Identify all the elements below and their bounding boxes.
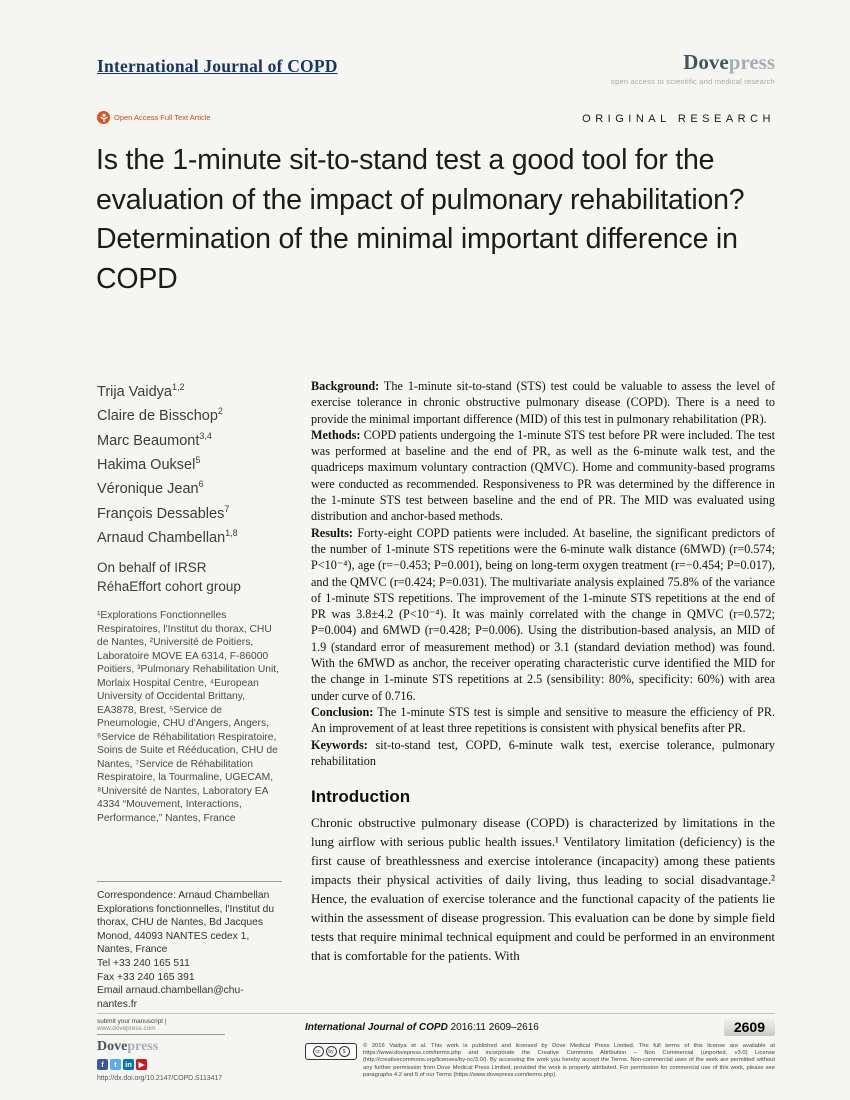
abstract-results-text: Forty-eight COPD patients were included. At baseline, the significant predictors of the number of 1-minute STS repetitions were the 6-minute walk distance (6MWD) (r=0.574; P<10⁻⁴), age (r=−0.453; P=0.001), being on long-term oxygen treatment (r=−0.454; P=0.017), and the QMVC (r=0.424; P=0.031). The multivariate analysis explained 75.8% of the variance of 1-minute STS repetitions. The improvement of the 1-minute STS repetitions at the end of PR was 3.8±4.2 (P<10⁻⁴). It was mainly correlated with the change in QMVC (r=0.572; P=0.004) and 6MWD (r=0.428; P=0.006). Using the distribution-based analysis, an MID of 1.9 (standard error of measurement method) or 3.1 (standard deviation method) was found. With the 6MWD as anchor, the receiver operating characteristic curve identified the MID for the change in 1-minute STS repetitions at 2.5 (sensibility: 80%, specificity: 60%) with area under curve of 0.716. (311, 525, 775, 703)
creative-commons-badge (305, 1043, 357, 1060)
submit-manuscript-label: submit your manuscript (97, 1018, 164, 1025)
twitter-icon[interactable]: t (110, 1059, 121, 1070)
author (97, 427, 287, 451)
authors-list (97, 378, 287, 548)
introduction-text: Chronic obstructive pulmonary disease (COPD) is characterized by limitations in the lung airflow with serious public health issues.¹ Ventilatory limitation (deficiency) is the first cause of breathlessness and exercise intolerance (incapacity) among these patients impacts their physical activities of daily living, thus leading to social disadvantage.² Hence, the evaluation of exercise tolerance and the functional capacity of the patients lie within the assessment of disease progression. This evaluation can be done by simple field tests that require minimal technical equipment and could be performed in an environment that is comfortable for the patients. With (311, 816, 775, 964)
affiliations-block: ¹Explorations Fonctionnelles Respiratoires, l'Institut du thorax, CHU de Nantes, ²Université de Poitiers, Laboratoire MOVE EA 6314, F-86000 Poitiers, ³Pulmonary Rehabilitation Unit, Morlaix Hospital Centre, ⁴European University of Occidental Brittany, EA3878, Brest, ⁵Service de Pneumologie, CHU d'Angers, Angers, ⁶Service de Réhabilitation Respiratoire, Soins de Suite et Rééducation, CHU de Nantes, ⁷Service de Réhabilitation Respiratoire, la Tourmaline, UGECAM, ⁸Université de Nantes, Laboratory EA 4334 “Mouvement, Interactions, Performance,” Nantes, France (97, 610, 279, 824)
open-access-label: Open Access Full Text Article (114, 113, 211, 122)
correspondence-block (97, 881, 282, 1011)
author-name: Trija Vaidya (97, 383, 172, 400)
correspondence-email-link[interactable]: Email arnaud.chambellan@chu-nantes.fr (97, 985, 244, 1010)
cc-by-icon: by (326, 1046, 337, 1057)
publisher-bold: Dove (97, 1039, 128, 1054)
footer-left (97, 1018, 247, 1082)
abstract-results-label: Results: (311, 525, 353, 540)
abstract-background-text: The 1-minute sit-to-stand (STS) test could be valuable to assess the level of exercise tolerance in chronic obstructive pulmonary disease (COPD). There is a need to provide the minimal important difference (MID) of this test in pulmonary rehabilitation (PR). (311, 379, 776, 426)
publisher-logo[interactable] (611, 50, 775, 86)
correspondence-fax: Fax +33 240 165 391 (97, 971, 195, 983)
abstract (311, 378, 775, 769)
author-affiliation-sup: 5 (195, 454, 201, 465)
linkedin-icon[interactable]: in (123, 1059, 134, 1070)
author-name: Véronique Jean (97, 481, 199, 498)
on-behalf-note: On behalf of IRSR RéhaEffort cohort group (97, 560, 241, 594)
author (97, 500, 287, 524)
author-affiliation-sup: 1,8 (225, 527, 238, 538)
citation-row (305, 1018, 775, 1036)
publisher-light: press (728, 50, 775, 74)
citation-detail: 2016:11 2609–2616 (450, 1021, 539, 1033)
open-access-row[interactable] (97, 111, 211, 124)
author-affiliation-sup: 7 (224, 503, 230, 514)
author (97, 451, 287, 475)
author-affiliation-sup: 2 (217, 406, 223, 417)
open-access-icon (97, 111, 110, 124)
doi-link[interactable]: http://dx.doi.org/10.2147/COPD.S113417 (97, 1075, 223, 1082)
author (97, 378, 287, 402)
main-column (311, 378, 775, 1018)
introduction-heading: Introduction (311, 787, 411, 807)
footer-publisher-logo[interactable] (97, 1039, 247, 1055)
abstract-background-label: Background: (311, 379, 380, 393)
facebook-icon[interactable]: f (97, 1059, 108, 1070)
footer-divider (97, 1013, 775, 1014)
author-name: Arnaud Chambellan (97, 529, 226, 546)
license-row (305, 1043, 775, 1079)
social-icons-row (97, 1059, 247, 1070)
cc-nc-icon: $ (339, 1046, 350, 1057)
footer-right (305, 1018, 775, 1079)
abstract-methods (311, 427, 775, 525)
correspondence-name: Correspondence: Arnaud Chambellan (97, 890, 270, 901)
author-name: François Dessables (97, 505, 225, 522)
abstract-keywords-text: sit-to-stand test, COPD, 6-minute walk test, exercise tolerance, pulmonary rehabilitation (311, 737, 776, 768)
author-name: Claire de Bisschop (97, 408, 218, 425)
journal-name-link[interactable]: International Journal of COPD (97, 56, 338, 76)
page-number-badge: 2609 (724, 1018, 775, 1036)
author-affiliation-sup: 1,2 (171, 382, 185, 392)
citation-journal: International Journal of COPD (305, 1021, 448, 1033)
left-sidebar (97, 378, 287, 1018)
author-affiliation-sup: 3,4 (199, 430, 212, 441)
publisher-bold: Dove (683, 50, 729, 74)
content-columns (97, 378, 775, 1018)
author (97, 524, 287, 548)
cc-icon: cc (313, 1046, 324, 1057)
correspondence-tel: Tel +33 240 165 511 (97, 957, 190, 969)
publisher-light: press (127, 1039, 159, 1054)
abstract-conclusion-text: The 1-minute STS test is simple and sensitive to measure the efficiency of PR. An improvement of at least three repetitions is consistent with physical benefits after PR. (311, 704, 775, 736)
abstract-methods-text: COPD patients undergoing the 1-minute STS test before PR were included. The test was performed at baseline and the end of PR, as well as the 6-minute walk test, and the quadriceps maximum voluntary contraction (QMVC). Home and community-based programs were conducted as recommended. Responsiveness to PR was determined by the difference in the 1-minute STS test between baseline and the end of PR. The MID was evaluated using distribution and anchor-based methods. (311, 427, 776, 524)
license-text: © 2016 Vaidya et al. This work is published and licensed by Dove Medical Press Limited. The full terms of this license are available at https://www.dovepress.com/terms.php and incorporate the Creative Commons Attribution – Non Commercial (unported, v3.0) License (http://creativecommons.org/licenses/by-nc/3.0/). By accessing the work you hereby accept the Terms. Non-commercial uses of the work are permitted without any further permission from Dove Medical Press Limited, provided the work is properly attributed. For permission for commercial use of this work, please see paragraphs 4.2 and 5 of our Terms (https://www.dovepress.com/terms.php). (363, 1043, 775, 1078)
dovepress-site-link[interactable]: www.dovepress.com (97, 1025, 156, 1032)
publisher-tagline: open access to scientific and medical research (610, 77, 775, 86)
youtube-icon[interactable]: ▶ (136, 1059, 147, 1070)
abstract-background (311, 378, 775, 427)
correspondence-address: Explorations fonctionnelles, l'Institut du thorax, CHU de Nantes, Bd Jacques Monod, 44093 NANTES cedex 1, Nantes, France (97, 903, 275, 956)
author-name: Hakima Ouksel (97, 456, 196, 473)
author-affiliation-sup: 6 (198, 479, 204, 490)
abstract-conclusion (311, 704, 775, 737)
abstract-keywords (311, 737, 775, 770)
abstract-keywords-label: Keywords: (311, 737, 368, 752)
article-type-label: ORIGINAL RESEARCH (582, 113, 775, 125)
author-name: Marc Beaumont (97, 432, 200, 449)
author (97, 402, 287, 426)
abstract-results (311, 525, 775, 704)
abstract-conclusion-label: Conclusion: (311, 704, 374, 719)
paper-title: Is the 1-minute sit-to-stand test a good tool for the evaluation of the impact of pulmonary rehabilitation? Determination of the minimal important difference in COPD (96, 144, 745, 295)
author (97, 475, 287, 499)
abstract-methods-label: Methods: (311, 427, 361, 442)
submit-manuscript-line: submit your manuscript | www.dovepress.com (97, 1018, 225, 1035)
journal-citation (305, 1022, 539, 1033)
dovepress-wordmark (611, 50, 775, 75)
